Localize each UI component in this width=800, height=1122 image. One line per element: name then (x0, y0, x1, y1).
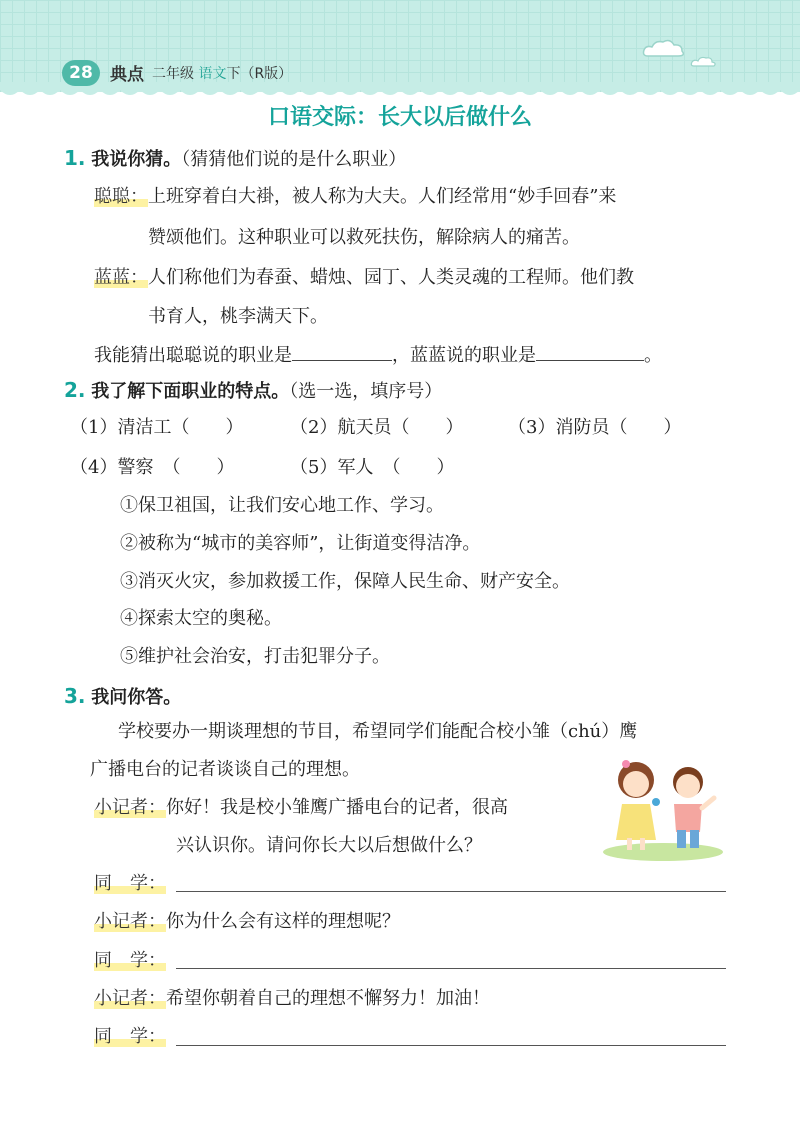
speaker-lanlan: 蓝蓝： (94, 267, 148, 288)
q1-speaker2-line (94, 266, 634, 290)
job-cleaner[interactable]: （1）清洁工（ ） (70, 417, 244, 438)
q1-answer-end: 。 (644, 345, 662, 366)
reporter-line-1 (94, 796, 508, 820)
answer-line-1[interactable] (176, 891, 726, 892)
brand-logo: 典点 (110, 65, 144, 85)
q1-line2b: 书育人，桃李满天下。 (148, 306, 328, 327)
job-firefighter[interactable]: （3）消防员（ ） (508, 417, 682, 438)
job-soldier[interactable]: （5）军人 （ ） (290, 457, 455, 478)
cloud-icon (640, 38, 688, 62)
book-info (152, 63, 292, 83)
q2-number: 2. (64, 378, 86, 402)
q2-title: 我了解下面职业的特点。 (91, 381, 290, 402)
q1-heading (64, 146, 406, 172)
page-title: 口语交际：长大以后做什么 (267, 105, 532, 130)
subject-label: 语文 (198, 66, 227, 82)
answer-line-2[interactable] (176, 968, 726, 969)
q3-heading (64, 684, 181, 710)
q1-line2a: 人们称他们为春蚕、蜡烛、园丁、人类灵魂的工程师。他们教 (148, 267, 634, 288)
q2-hint: （选一选，填序号） (289, 381, 443, 402)
term-label: 下 (226, 66, 241, 82)
edition-label: （R版） (240, 66, 293, 82)
speaker-student-2: 同 学： (94, 950, 166, 971)
q2-heading (64, 378, 442, 404)
answer-blank-lanlan[interactable] (536, 342, 644, 361)
answer-blank-congcong[interactable] (292, 342, 392, 361)
page-number: 28 (62, 60, 100, 86)
option-2: ②被称为“城市的美容师”，让街道变得洁净。 (120, 533, 481, 554)
q1-line1a: 上班穿着白大褂，被人称为大夫。人们经常用“妙手回春”来 (148, 186, 617, 207)
reporter-question-2: 你为什么会有这样的理想呢？ (166, 911, 400, 932)
q1-hint: （猜猜他们说的是什么职业） (181, 149, 407, 170)
reporter-closing: 希望你朝着自己的理想不懈努力！加油！ (166, 988, 490, 1009)
option-5: ⑤维护社会治安，打击犯罪分子。 (120, 646, 390, 667)
q1-speaker1-line (94, 185, 616, 209)
student-label-2 (94, 949, 166, 973)
q1-title: 我说你猜。 (91, 149, 182, 170)
job-police[interactable]: （4）警察 （ ） (70, 457, 235, 478)
job-astronaut[interactable]: （2）航天员（ ） (290, 417, 464, 438)
reporter-line-3 (94, 987, 490, 1011)
option-3: ③消灭火灾，参加救援工作，保障人民生命、财产安全。 (120, 571, 570, 592)
speaker-reporter-3: 小记者： (94, 988, 166, 1009)
student-label-1 (94, 872, 166, 896)
q1-answer-prefix: 我能猜出聪聪说的职业是 (94, 345, 292, 366)
q3-number: 3. (64, 684, 86, 708)
children-illustration (598, 752, 728, 862)
speaker-reporter-2: 小记者： (94, 911, 166, 932)
reporter-line-2 (94, 910, 400, 934)
q1-answer-mid: ，蓝蓝说的职业是 (392, 345, 536, 366)
option-1: ①保卫祖国，让我们安心地工作、学习。 (120, 495, 444, 516)
q3-intro-2: 广播电台的记者谈谈自己的理想。 (90, 759, 360, 780)
student-label-3 (94, 1025, 166, 1049)
cloud-icon-small (690, 55, 718, 69)
q1-answer-line (94, 342, 662, 368)
q3-intro-1: 学校要办一期谈理想的节目，希望同学们能配合校小雏（chú）鹰 (118, 721, 638, 742)
speaker-student-3: 同 学： (94, 1026, 166, 1047)
option-4: ④探索太空的奥秘。 (120, 608, 282, 629)
speaker-student-1: 同 学： (94, 873, 166, 894)
q1-number: 1. (64, 146, 86, 170)
speaker-congcong: 聪聪： (94, 186, 148, 207)
reporter-question-1b: 兴认识你。请问你长大以后想做什么？ (176, 835, 482, 856)
reporter-question-1a: 你好！我是校小雏鹰广播电台的记者，很高 (166, 797, 508, 818)
q3-title: 我问你答。 (91, 687, 182, 708)
answer-line-3[interactable] (176, 1045, 726, 1046)
q1-line1b: 赞颂他们。这种职业可以救死扶伤，解除病人的痛苦。 (148, 227, 580, 248)
speaker-reporter-1: 小记者： (94, 797, 166, 818)
grade-label: 二年级 (152, 66, 194, 82)
